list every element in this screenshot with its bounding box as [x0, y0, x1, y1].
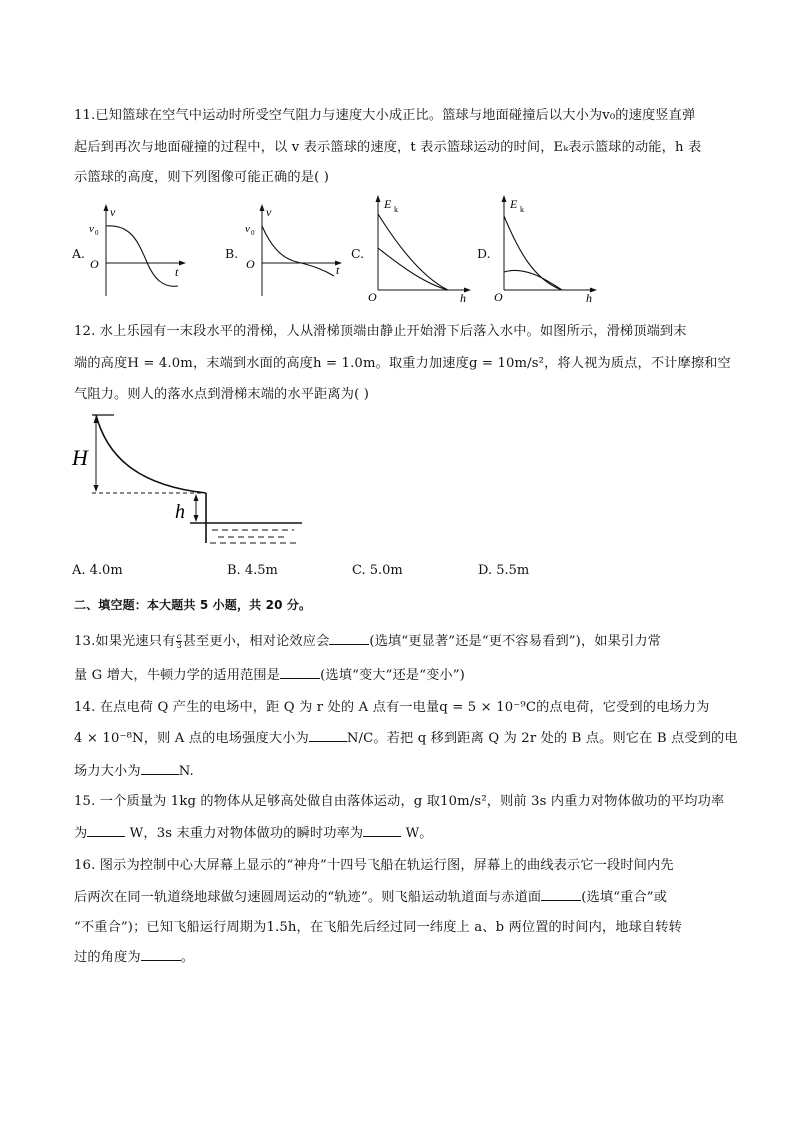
q16-line-2: 后两次在同一轨道绕地球做匀速圆周运动的“轨迹”。则飞船运动轨道面与赤道面 (选填“重合”或 — [74, 890, 668, 905]
q15-blank-2[interactable] — [363, 824, 401, 837]
fraction-c-over-3: $\frac{c}{3}$ — [176, 632, 182, 650]
q11-line-3: 示篮球的高度，则下列图像可能正确的是( ) — [74, 170, 330, 185]
origin-label: O — [246, 257, 255, 271]
q11-option-a[interactable]: A. — [72, 246, 86, 261]
q12-line-2: 端的高度H = 4.0m，末端到水面的高度h = 1.0m。取重力加速度g = 10m/s²，将人视为质点，不计摩擦和空 — [74, 356, 731, 371]
q14-line-3: 场力大小为 N. — [74, 764, 194, 779]
q15-line-2: 为 W，3s 末重力对物体做功的瞬时功率为 W。 — [74, 826, 433, 841]
origin-label: O — [90, 257, 99, 271]
q14-blank-2[interactable] — [141, 762, 179, 775]
v0-sub: 0 — [95, 229, 99, 237]
v0-sub: 0 — [251, 229, 255, 237]
q14-line-1: 14. 在点电荷 Q 产生的电场中，距 Q 为 r 处的 A 点有一电量q = 5 × 10⁻⁹C的点电荷，它受到的电场力为 — [74, 700, 710, 715]
section-2-title: 二、填空题：本大题共 5 小题，共 20 分。 — [74, 598, 312, 612]
q14-blank-1[interactable] — [309, 729, 347, 742]
q13-line-2: 量 G 增大，牛顿力学的适用范围是 (选填“变大”还是“变小”) — [74, 668, 465, 683]
t-axis-label: t — [175, 265, 179, 279]
v-axis-label: v — [266, 205, 272, 219]
q13-line-1: 13.如果光速只有 $\frac{c}{3}$ 甚至更小，相对论效应会 (选填“更显著”还是“更不容易看到”)，如果引力常 — [74, 632, 661, 650]
q12-option-b[interactable]: B. 4.5m — [227, 563, 278, 578]
ek-sub: k — [394, 205, 398, 214]
v0-label: v — [245, 223, 250, 235]
h-label: h — [175, 501, 185, 523]
q11-graph-d — [494, 190, 604, 305]
q11-graph-a — [86, 200, 186, 300]
ek-axis-label: E — [384, 197, 392, 211]
q16-blank-1[interactable] — [541, 888, 581, 901]
q11-line-2: 起后到再次与地面碰撞的过程中，以 v 表示篮球的速度，t 表示篮球运动的时间，Eₖ表示篮球的动能，h 表 — [74, 140, 702, 155]
q15-line-1: 15. 一个质量为 1kg 的物体从足够高处做自由落体运动，g 取10m/s²，则前 3s 内重力对物体做功的平均功率 — [74, 794, 725, 809]
q15-blank-1[interactable] — [87, 824, 125, 837]
q11-option-d[interactable]: D. — [477, 246, 491, 261]
q11-line-1: 11.已知篮球在空气中运动时所受空气阻力与速度大小成正比。篮球与地面碰撞后以大小为v₀的速度竖直弹 — [74, 108, 696, 123]
origin-label: O — [368, 290, 377, 304]
q13-blank-2[interactable] — [280, 666, 320, 679]
v0-label: v — [89, 223, 94, 235]
q16-line-3: “不重合”)；已知飞船运行周期为1.5h，在飞船先后经过同一纬度上 a、b 两位置的时间内，地球自转转 — [74, 920, 682, 935]
q12-line-3: 气阻力。则人的落水点到滑梯末端的水平距离为( ) — [74, 387, 370, 402]
h-axis-label: h — [586, 291, 592, 305]
q16-line-1: 16. 图示为控制中心大屏幕上显示的“神舟”十四号飞船在轨运行图，屏幕上的曲线表示它一段时间内先 — [74, 858, 674, 873]
ek-sub: k — [520, 205, 524, 214]
q13-blank-1[interactable] — [329, 632, 369, 645]
q11-graph-b — [242, 200, 342, 300]
q16-blank-2[interactable] — [141, 948, 181, 961]
q12-option-d[interactable]: D. 5.5m — [478, 563, 530, 578]
q11-option-c[interactable]: C. — [351, 246, 365, 261]
q11-option-b[interactable]: B. — [225, 246, 239, 261]
q12-option-c[interactable]: C. 5.0m — [352, 563, 403, 578]
origin-label: O — [494, 290, 503, 304]
q11-graph-c — [368, 190, 478, 305]
q12-option-a[interactable]: A. 4.0m — [72, 563, 123, 578]
ek-axis-label: E — [510, 197, 518, 211]
q12-line-1: 12. 水上乐园有一末段水平的滑梯，人从滑梯顶端由静止开始滑下后落入水中。如图所示，滑梯顶端到末 — [74, 324, 687, 339]
q12-slide-figure — [70, 408, 310, 548]
t-axis-label: t — [336, 263, 340, 277]
H-label: H — [72, 445, 88, 470]
h-axis-label: h — [460, 291, 466, 305]
v-axis-label: v — [110, 205, 116, 219]
q16-line-4: 过的角度为 。 — [74, 950, 195, 965]
q14-line-2: 4 × 10⁻⁸N，则 A 点的电场强度大小为 N/C。若把 q 移到距离 Q 为 2r 处的 B 点。则它在 B 点受到的电 — [74, 731, 738, 746]
